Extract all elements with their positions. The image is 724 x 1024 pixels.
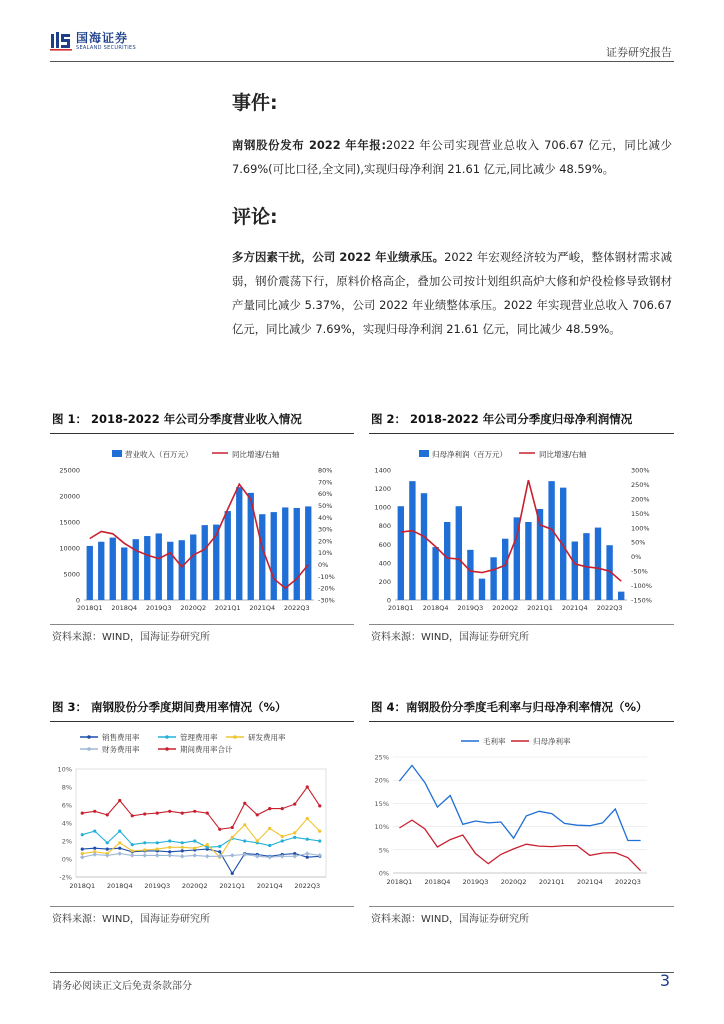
fig3-point (243, 823, 246, 826)
fig1-bar (179, 540, 185, 600)
fig3-y-tick: -2% (59, 873, 72, 882)
fig1-chart (50, 440, 354, 622)
fig1-bar (156, 533, 162, 600)
fig2-y-right-tick: -150% (631, 596, 652, 605)
fig1-bar (167, 542, 173, 600)
fig1-source: 资料来源：WIND，国海证券研究所 (52, 632, 211, 643)
fig3-point (81, 848, 84, 851)
event-lead: 南钢股份发布 2022 年年报: (232, 138, 387, 152)
fig2-y-right-tick: 250% (631, 480, 650, 489)
fig1-bar (236, 487, 242, 600)
fig3-point (268, 807, 271, 810)
fig4-chart (369, 727, 674, 905)
fig2-x-tick: 2021Q1 (527, 604, 553, 612)
fig2-legend-bar-swatch (419, 450, 429, 457)
fig1-x-tick: 2020Q2 (180, 604, 207, 612)
fig1-legend-line-label: 同比增速/右轴 (232, 450, 280, 459)
fig3-point (192, 853, 197, 858)
sealand-logo-icon (50, 31, 72, 51)
fig3-point (218, 845, 221, 848)
fig4-y-tick: 5% (378, 846, 389, 855)
fig2-y-right-tick: 100% (631, 524, 650, 533)
comment-lead: 多方因素干扰，公司 2022 年业绩承压。 (232, 250, 445, 264)
fig3-x-tick: 2019Q3 (144, 882, 171, 890)
fig4-y-tick: 20% (374, 776, 389, 785)
fig3-point (306, 856, 309, 859)
fig1-legend-bar-label: 营业收入（百万元） (125, 450, 193, 459)
footer-disclaimer: 请务必阅读正文后免责条款部分 (52, 981, 192, 992)
fig3-point (181, 849, 184, 852)
fig3-point (117, 851, 122, 856)
fig3-point (130, 853, 135, 858)
fig1-x-tick: 2021Q4 (249, 604, 276, 612)
comment-heading: 评论: (232, 206, 278, 228)
fig3-point (131, 843, 134, 846)
fig3-point (80, 855, 85, 860)
fig3-legend-label: 销售费用率 (102, 733, 140, 742)
fig3-point (281, 839, 284, 842)
fig1-x-tick: 2022Q3 (283, 604, 310, 612)
fig2-bar (421, 493, 427, 600)
fig2-x-tick: 2018Q1 (387, 604, 414, 612)
page-number: 3 (659, 971, 670, 990)
fig2-bar (490, 557, 496, 600)
fig1-y-right-tick: 80% (318, 466, 333, 475)
fig1-y-right-tick: 20% (318, 537, 333, 546)
fig3-point (206, 812, 209, 815)
fig2-bar (514, 517, 520, 600)
fig4-legend-label: 毛利率 (483, 737, 506, 746)
fig3-point (256, 839, 259, 842)
fig3-point (168, 846, 171, 849)
fig2-y-right-tick: 150% (631, 509, 650, 518)
fig4-title: 图 4：南钢股份分季度毛利率与归母净利率情况（%） (371, 700, 648, 714)
fig3-x-tick: 2021Q4 (256, 882, 283, 890)
fig2-source: 资料来源：WIND，国海证券研究所 (371, 632, 530, 643)
fig4-y-tick: 10% (374, 823, 389, 832)
brand-logo (50, 31, 136, 51)
logo-cn-text: 国海证券 (76, 30, 129, 45)
fig3-point (118, 847, 121, 850)
fig3-point (106, 813, 109, 816)
fig3-point (143, 812, 146, 815)
fig3-point (93, 830, 96, 833)
comment-text: 2022 年宏观经济较为严峻，整体钢材需求减弱，钢价震荡下行，原料价格高企，叠加公司按计划组织高炉大修和炉役检修导致钢材产量同比减少 5.37%，公司 2022 年业绩整体承压。2022 年实现营业总收入 706.67 亿元，同比减少 7.69%，实现归母净利润 21.61 亿元，同比减少 48.59%。 (232, 250, 672, 336)
fig2-bar (525, 522, 531, 600)
fig3-point (243, 839, 246, 842)
fig3-point (168, 839, 171, 842)
fig1-bar (190, 534, 196, 600)
fig4-title-rule (369, 721, 674, 722)
fig2-y-left-tick: 1000 (374, 503, 391, 512)
report-type: 证券研究报告 (606, 46, 672, 59)
fig1-title-rule (50, 433, 354, 434)
fig4-source: 资料来源：WIND，国海证券研究所 (371, 914, 530, 925)
fig3-point (206, 843, 209, 846)
fig3-point (306, 785, 309, 788)
fig1-bar (259, 514, 265, 600)
fig3-point (156, 812, 159, 815)
fig3-legend-marker (233, 735, 237, 739)
fig1-bar (305, 506, 311, 600)
fig3-legend-marker (165, 735, 169, 739)
fig3-point (256, 813, 259, 816)
fig4-x-tick: 2018Q1 (386, 878, 413, 886)
fig1-y-right-tick: 10% (318, 549, 333, 558)
fig3-point (268, 827, 271, 830)
fig4-x-tick: 2018Q4 (424, 878, 451, 886)
fig2-bar (444, 522, 450, 600)
fig3-point (317, 853, 322, 858)
fig1-bar (202, 525, 208, 600)
fig3-legend-marker (87, 747, 91, 751)
fig3-point (167, 853, 172, 858)
fig3-point (293, 836, 296, 839)
fig2-y-right-tick: -100% (631, 582, 652, 591)
fig1-bar (294, 508, 300, 600)
fig4-x-tick: 2021Q1 (538, 878, 565, 886)
fig3-source: 资料来源：WIND，国海证券研究所 (52, 914, 211, 925)
fig1-y-right-tick: 50% (318, 501, 333, 510)
fig1-source-rule (50, 624, 354, 625)
fig3-point (181, 812, 184, 815)
fig3-point (306, 817, 309, 820)
fig3-point (281, 835, 284, 838)
fig1-x-tick: 2018Q1 (76, 604, 103, 612)
fig2-legend-line-label: 同比增速/右轴 (539, 450, 587, 459)
fig3-point (131, 849, 134, 852)
fig1-x-tick: 2019Q3 (145, 604, 172, 612)
fig2-y-left-tick: 1400 (374, 466, 391, 475)
fig3-point (93, 810, 96, 813)
fig1-y-left-tick: 0 (75, 596, 80, 605)
fig3-y-tick: 8% (61, 783, 72, 792)
fig4-y-tick: 0% (378, 869, 389, 878)
fig1-y-left-tick: 25000 (59, 466, 80, 475)
fig1-bar (225, 511, 231, 600)
fig3-legend-marker (87, 735, 91, 739)
fig3-legend-label: 财务费用率 (102, 745, 140, 754)
fig3-point (81, 833, 84, 836)
fig3-point (180, 854, 185, 859)
fig3-point (218, 828, 221, 831)
fig2-y-right-tick: -50% (631, 567, 648, 576)
fig3-point (231, 826, 234, 829)
fig3-point (156, 841, 159, 844)
fig1-title: 图 1： 2018-2022 年公司分季度营业收入情况 (52, 412, 302, 426)
fig1-y-right-tick: -10% (318, 572, 335, 581)
fig3-point (168, 850, 171, 853)
fig3-x-tick: 2021Q1 (219, 882, 246, 890)
fig1-y-left-tick: 10000 (59, 544, 80, 553)
fig3-point (81, 852, 84, 855)
fig3-point (118, 830, 121, 833)
fig4-x-tick: 2021Q4 (576, 878, 603, 886)
fig2-y-left-tick: 200 (378, 577, 391, 586)
fig4-x-tick: 2022Q3 (615, 878, 641, 886)
fig3-plot-frame (76, 769, 326, 877)
fig2-x-tick: 2021Q4 (561, 604, 588, 612)
fig3-point (218, 850, 221, 853)
fig2-y-right-tick: 0% (631, 553, 642, 562)
fig2-bar (479, 579, 485, 600)
fig3-point (292, 854, 297, 859)
footer-divider (50, 972, 674, 973)
fig2-y-right-tick: 200% (631, 495, 650, 504)
fig3-x-tick: 2018Q1 (69, 882, 96, 890)
fig3-y-tick: 2% (61, 837, 72, 846)
logo-en-text: SEALAND SECURITIES (76, 44, 136, 51)
event-paragraph (232, 133, 672, 181)
fig3-point (231, 872, 234, 875)
fig3-y-tick: 6% (61, 801, 72, 810)
fig3-point (143, 841, 146, 844)
fig3-point (230, 853, 235, 858)
fig2-y-left-tick: 400 (378, 559, 391, 568)
fig3-point (156, 848, 159, 851)
fig2-x-tick: 2022Q3 (596, 604, 623, 612)
fig3-point (193, 847, 196, 850)
fig3-legend-marker (165, 747, 169, 751)
fig4-y-tick: 15% (374, 799, 389, 808)
fig1-y-left-tick: 5000 (63, 570, 80, 579)
fig3-legend-label: 管理费用率 (180, 733, 218, 742)
fig3-chart (50, 727, 354, 905)
fig2-bar (398, 506, 404, 600)
fig3-point (318, 804, 321, 807)
fig1-x-tick: 2018Q4 (111, 604, 138, 612)
fig3-y-tick: 4% (61, 819, 72, 828)
fig3-point (231, 836, 234, 839)
fig3-point (243, 802, 246, 805)
fig3-point (305, 851, 310, 856)
fig3-legend-label: 期间费用率合计 (180, 745, 233, 754)
fig3-y-tick: 0% (61, 855, 72, 864)
fig3-point (168, 810, 171, 813)
fig2-bar (456, 506, 462, 600)
fig2-bar (618, 592, 624, 600)
fig3-x-tick: 2018Q4 (106, 882, 133, 890)
event-heading: 事件: (232, 92, 278, 114)
fig3-y-tick: 10% (57, 765, 72, 774)
fig3-point (181, 846, 184, 849)
event-text: 2022 年公司实现营业总收入 706.67 亿元，同比减少 7.69%(可比口径,全文同),实现归母净利润 21.61 亿元,同比减少 48.59%。 (232, 138, 672, 176)
fig2-bar (467, 550, 473, 600)
fig3-point (205, 854, 210, 859)
fig4-legend-label: 归母净利率 (533, 737, 571, 746)
fig2-legend-bar-label: 归母净利润（百万元） (432, 450, 507, 459)
fig1-bar (144, 536, 150, 600)
fig3-series-line (82, 848, 319, 873)
fig3-point (293, 831, 296, 834)
fig1-y-right-tick: 60% (318, 490, 333, 499)
fig2-source-rule (369, 624, 674, 625)
fig3-point (106, 841, 109, 844)
fig3-point (81, 812, 84, 815)
fig4-series-line (399, 765, 640, 840)
fig2-bar (502, 539, 508, 600)
fig3-point (118, 799, 121, 802)
fig3-point (118, 841, 121, 844)
header-divider (50, 61, 674, 62)
fig2-bar (432, 547, 438, 600)
fig3-point (106, 848, 109, 851)
fig1-bar (121, 547, 127, 600)
fig3-point (193, 810, 196, 813)
fig2-x-tick: 2018Q4 (422, 604, 449, 612)
fig3-legend-label: 研发费用率 (248, 733, 286, 742)
fig3-point (268, 844, 271, 847)
fig3-x-tick: 2020Q2 (181, 882, 208, 890)
fig4-y-tick: 25% (374, 753, 389, 762)
fig1-legend-bar-swatch (112, 450, 122, 457)
fig3-x-tick: 2022Q3 (294, 882, 321, 890)
fig2-y-right-tick: 300% (631, 466, 650, 475)
fig2-chart (369, 440, 674, 622)
fig1-bar (271, 512, 277, 600)
fig2-bar (548, 481, 554, 600)
fig3-title-rule (50, 721, 354, 722)
fig4-x-tick: 2019Q3 (462, 878, 489, 886)
fig2-y-left-tick: 600 (378, 540, 391, 549)
fig3-point (143, 848, 146, 851)
fig4-source-rule (369, 906, 674, 907)
fig3-point (306, 838, 309, 841)
fig1-x-tick: 2021Q1 (214, 604, 241, 612)
comment-paragraph (232, 245, 672, 341)
fig1-bar (110, 538, 116, 600)
fig3-point (193, 839, 196, 842)
fig2-x-tick: 2020Q2 (492, 604, 519, 612)
fig2-bar (409, 481, 415, 600)
fig3-source-rule (50, 906, 354, 907)
fig2-y-left-tick: 800 (378, 522, 391, 531)
fig3-point (318, 830, 321, 833)
fig3-point (92, 852, 97, 857)
fig1-bar (87, 546, 93, 600)
fig3-point (293, 803, 296, 806)
fig1-y-right-tick: -20% (318, 584, 335, 593)
fig2-y-left-tick: 0 (386, 596, 391, 605)
fig1-y-right-tick: 70% (318, 478, 333, 487)
fig1-bar (98, 542, 104, 600)
fig1-y-left-tick: 20000 (59, 492, 80, 501)
fig3-point (281, 807, 284, 810)
fig3-series-line (82, 819, 319, 858)
fig3-point (155, 853, 160, 858)
fig3-point (181, 841, 184, 844)
fig2-x-tick: 2019Q3 (457, 604, 484, 612)
fig4-x-tick: 2020Q2 (500, 878, 527, 886)
fig1-y-right-tick: -30% (318, 596, 335, 605)
fig3-point (142, 853, 147, 858)
fig1-y-right-tick: 40% (318, 513, 333, 522)
fig1-y-left-tick: 15000 (59, 518, 80, 527)
fig2-bar (595, 528, 601, 600)
fig2-title-rule (369, 433, 674, 434)
fig2-title: 图 2： 2018-2022 年公司分季度归母净利润情况 (371, 412, 633, 426)
fig2-y-right-tick: 50% (631, 538, 646, 547)
fig3-point (318, 839, 321, 842)
fig3-title: 图 3： 南钢股份分季度期间费用率情况（%） (52, 700, 287, 714)
fig2-y-left-tick: 1200 (374, 485, 391, 494)
fig1-y-right-tick: 30% (318, 525, 333, 534)
fig3-point (93, 847, 96, 850)
fig3-series-line (82, 787, 319, 829)
fig2-bar (572, 542, 578, 601)
fig3-point (131, 814, 134, 817)
fig1-y-right-tick: 0% (318, 561, 329, 570)
